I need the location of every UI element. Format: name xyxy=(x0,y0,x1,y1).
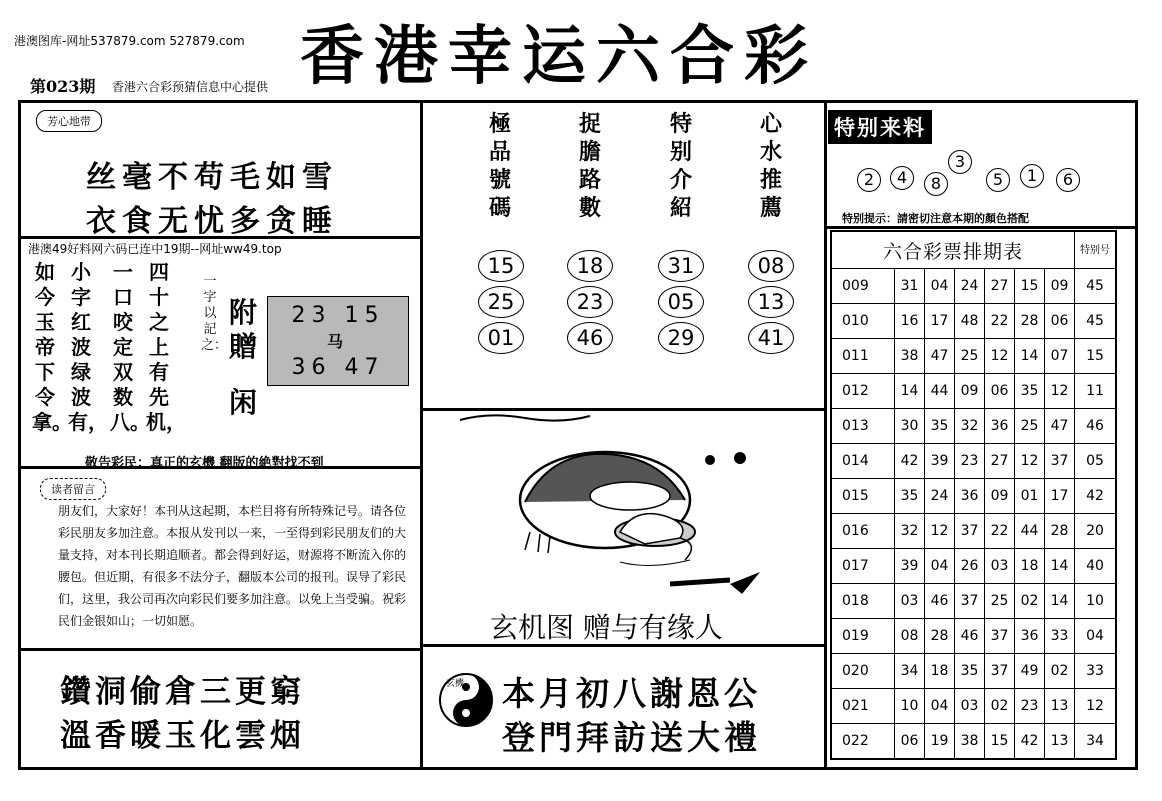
divider-h6 xyxy=(824,226,1138,229)
number-cell: 35 xyxy=(925,409,955,444)
number-cell: 13 xyxy=(1045,724,1075,760)
issue-cell: 017 xyxy=(831,549,895,584)
issue-cell: 018 xyxy=(831,584,895,619)
poem-column-1: 四十之上有先机， xyxy=(146,260,186,434)
notice-tag: 读者留言 xyxy=(40,478,106,500)
table-row xyxy=(831,549,1116,584)
number-cell: 12 xyxy=(985,339,1015,374)
issue-cell: 020 xyxy=(831,654,895,689)
number-cell: 47 xyxy=(1045,409,1075,444)
special-ball: 5 xyxy=(986,168,1010,192)
special-number-cell: 10 xyxy=(1075,584,1117,619)
bonus-zodiac: 马 xyxy=(326,332,349,351)
number-cell: 35 xyxy=(1015,374,1045,409)
number-cell: 22 xyxy=(985,514,1015,549)
divider-h4 xyxy=(420,408,826,411)
riddle-line-2: 衣食无忧多贪睡 xyxy=(86,204,338,239)
number-cell: 03 xyxy=(955,689,985,724)
number-cell: 28 xyxy=(1045,514,1075,549)
number-cell: 09 xyxy=(955,374,985,409)
issue-cell: 015 xyxy=(831,479,895,514)
illustration-caption: 玄机图 赠与有缘人 xyxy=(490,611,723,644)
number-cell: 25 xyxy=(985,584,1015,619)
poem-column-3: 小字红波绿波有， xyxy=(68,260,108,434)
number-cell: 32 xyxy=(955,409,985,444)
yinyang-label: 玄機 xyxy=(446,679,465,689)
number-cell: 36 xyxy=(985,409,1015,444)
number-cell: 14 xyxy=(1045,549,1075,584)
number-cell: 35 xyxy=(955,654,985,689)
bonus-row-2: 36 47 xyxy=(291,355,385,380)
number-ball: 13 xyxy=(748,286,794,318)
section-tag: 芳心地带 xyxy=(36,110,102,132)
number-cell: 42 xyxy=(895,444,925,479)
special-number-cell: 15 xyxy=(1075,339,1117,374)
special-number-cell: 33 xyxy=(1075,654,1117,689)
number-cell: 33 xyxy=(1045,619,1075,654)
number-cell: 44 xyxy=(925,374,955,409)
number-cell: 14 xyxy=(1045,584,1075,619)
number-cell: 37 xyxy=(955,584,985,619)
issue-cell: 014 xyxy=(831,444,895,479)
number-cell: 39 xyxy=(895,549,925,584)
number-ball: 18 xyxy=(567,250,613,282)
table-row xyxy=(831,724,1116,760)
table-row xyxy=(831,374,1116,409)
number-ball: 08 xyxy=(748,250,794,282)
number-cell: 28 xyxy=(925,619,955,654)
table-row xyxy=(831,654,1116,689)
number-ball: 31 xyxy=(658,250,704,282)
number-ball: 01 xyxy=(478,322,524,354)
column-head-tebie: 特别介紹 xyxy=(669,111,692,221)
number-ball: 29 xyxy=(658,322,704,354)
special-number-cell: 42 xyxy=(1075,479,1117,514)
number-cell: 30 xyxy=(895,409,925,444)
number-cell: 24 xyxy=(925,479,955,514)
special-number-cell: 04 xyxy=(1075,619,1117,654)
number-cell: 01 xyxy=(1015,479,1045,514)
special-number-column: 特别号 xyxy=(1075,231,1117,269)
schedule-table xyxy=(830,230,1117,760)
special-number-cell: 11 xyxy=(1075,374,1117,409)
issue-cell: 013 xyxy=(831,409,895,444)
number-cell: 38 xyxy=(955,724,985,760)
issue-source: 香港六合彩预猜信息中心提供 xyxy=(112,80,269,94)
number-cell: 06 xyxy=(1045,304,1075,339)
number-cell: 46 xyxy=(955,619,985,654)
number-cell: 26 xyxy=(955,549,985,584)
number-cell: 27 xyxy=(985,444,1015,479)
table-row xyxy=(831,444,1116,479)
bonus-box xyxy=(267,296,409,386)
number-cell: 25 xyxy=(955,339,985,374)
special-number-cell: 40 xyxy=(1075,549,1117,584)
number-cell: 18 xyxy=(1015,549,1045,584)
number-cell: 02 xyxy=(985,689,1015,724)
number-cell: 09 xyxy=(1045,269,1075,304)
number-cell: 13 xyxy=(1045,689,1075,724)
special-ball: 2 xyxy=(857,168,881,192)
number-cell: 37 xyxy=(985,654,1015,689)
number-cell: 10 xyxy=(895,689,925,724)
number-cell: 48 xyxy=(955,304,985,339)
number-cell: 37 xyxy=(955,514,985,549)
center-slogan-1: 本月初八謝恩公 xyxy=(502,674,761,713)
number-cell: 15 xyxy=(1015,269,1045,304)
center-slogan-2: 登門拜訪送大禮 xyxy=(502,718,761,757)
issue-number: 第023期 xyxy=(30,77,96,96)
number-cell: 23 xyxy=(1015,689,1045,724)
special-number-cell: 20 xyxy=(1075,514,1117,549)
schedule-header xyxy=(831,231,1116,269)
special-number-cell: 45 xyxy=(1075,304,1117,339)
table-row xyxy=(831,269,1116,304)
number-cell: 06 xyxy=(895,724,925,760)
number-ball: 25 xyxy=(478,286,524,318)
number-cell: 49 xyxy=(1015,654,1045,689)
number-cell: 18 xyxy=(925,654,955,689)
issue-cell: 012 xyxy=(831,374,895,409)
number-cell: 06 xyxy=(985,374,1015,409)
issue-cell: 009 xyxy=(831,269,895,304)
number-cell: 02 xyxy=(1045,654,1075,689)
number-cell: 46 xyxy=(925,584,955,619)
number-cell: 47 xyxy=(925,339,955,374)
number-cell: 42 xyxy=(1015,724,1045,760)
column-head-xinshui: 心水推薦 xyxy=(759,111,782,221)
number-cell: 37 xyxy=(985,619,1015,654)
issue-cell: 011 xyxy=(831,339,895,374)
number-cell: 14 xyxy=(895,374,925,409)
number-cell: 16 xyxy=(895,304,925,339)
number-cell: 35 xyxy=(895,479,925,514)
number-cell: 17 xyxy=(1045,479,1075,514)
number-cell: 09 xyxy=(985,479,1015,514)
special-number-cell: 46 xyxy=(1075,409,1117,444)
number-cell: 38 xyxy=(895,339,925,374)
number-cell: 25 xyxy=(1015,409,1045,444)
number-cell: 04 xyxy=(925,689,955,724)
number-cell: 14 xyxy=(1015,339,1045,374)
number-cell: 04 xyxy=(925,549,955,584)
special-ball: 4 xyxy=(890,166,914,190)
special-number-cell: 45 xyxy=(1075,269,1117,304)
special-ball: 6 xyxy=(1056,168,1080,192)
schedule-body xyxy=(831,269,1116,760)
number-cell: 04 xyxy=(925,269,955,304)
number-cell: 24 xyxy=(955,269,985,304)
number-cell: 12 xyxy=(1045,374,1075,409)
number-cell: 08 xyxy=(895,619,925,654)
number-ball: 15 xyxy=(478,250,524,282)
special-ball: 3 xyxy=(948,150,972,174)
special-number-cell: 05 xyxy=(1075,444,1117,479)
schedule-title: 六合彩票排期表 xyxy=(831,231,1075,269)
table-row xyxy=(831,514,1116,549)
number-cell: 44 xyxy=(1015,514,1045,549)
number-cell: 03 xyxy=(895,584,925,619)
number-ball: 05 xyxy=(658,286,704,318)
table-row xyxy=(831,584,1116,619)
special-hint: 特别提示：請密切注意本期的顏色搭配 xyxy=(842,212,1029,225)
number-cell: 19 xyxy=(925,724,955,760)
table-row xyxy=(831,619,1116,654)
issue-cell: 010 xyxy=(831,304,895,339)
divider-left xyxy=(420,100,423,770)
number-cell: 39 xyxy=(925,444,955,479)
notice-paragraph: 朋友们，大家好！本刊从这起期，本栏目将有所特殊记号。请各位彩民朋友多加注意。本报从发刊以一来，一至得到彩民朋友们的大量支持，对本刊长期追顺者。都会得到好运，财源将不断流入你的腰包。但近期，有很多不法分子，翻版本公司的报刊。误导了彩民们，这里，我公司再次向彩民们要多加注意。以免上当受骗。祝彩民们金银如山；一切如愿。 xyxy=(58,504,407,628)
special-number-cell: 34 xyxy=(1075,724,1117,760)
warning-text: 敬告彩民：真正的玄機 翻版的絶對找不到 xyxy=(85,456,324,471)
issue-cell: 019 xyxy=(831,619,895,654)
number-cell: 17 xyxy=(925,304,955,339)
fuzeng-label: 附贈 xyxy=(228,296,257,363)
number-cell: 34 xyxy=(895,654,925,689)
divider-h3 xyxy=(18,648,422,651)
number-cell: 22 xyxy=(985,304,1015,339)
side-hint: 一字以記之： xyxy=(201,274,228,353)
riddle-illustration xyxy=(430,412,820,602)
poem-column-4: 如今玉帝下令拿。 xyxy=(32,260,72,434)
number-cell: 27 xyxy=(985,269,1015,304)
bonus-row-1: 23 15 xyxy=(291,303,385,328)
site-url: 港澳图库-网址537879.com 527879.com xyxy=(14,34,245,48)
issue-cell: 022 xyxy=(831,724,895,760)
poem-column-2: 一口咬定双数八。 xyxy=(110,260,150,434)
table-row xyxy=(831,304,1116,339)
table-row xyxy=(831,479,1116,514)
column-head-jipin: 極品號碼 xyxy=(488,111,511,221)
number-cell: 03 xyxy=(985,549,1015,584)
number-ball: 41 xyxy=(748,322,794,354)
riddle-line-1: 丝毫不苟毛如雪 xyxy=(86,160,338,195)
number-cell: 12 xyxy=(925,514,955,549)
number-cell: 31 xyxy=(895,269,925,304)
special-ball: 8 xyxy=(924,172,948,196)
issue-cell: 016 xyxy=(831,514,895,549)
number-cell: 36 xyxy=(1015,619,1045,654)
column-head-zhuodan: 捉膽路數 xyxy=(578,111,601,221)
bottom-slogan-2: 溫香暖玉化雲烟 xyxy=(60,718,305,754)
main-title: 香港幸运六合彩 xyxy=(300,19,818,94)
promo-note: 港澳49好料网六码已连中19期--网址ww49.top xyxy=(28,242,282,256)
number-cell: 32 xyxy=(895,514,925,549)
number-ball: 46 xyxy=(567,322,613,354)
number-ball: 23 xyxy=(567,286,613,318)
number-cell: 37 xyxy=(1045,444,1075,479)
number-cell: 12 xyxy=(1015,444,1045,479)
number-cell: 15 xyxy=(985,724,1015,760)
special-ball: 1 xyxy=(1020,164,1044,188)
number-cell: 07 xyxy=(1045,339,1075,374)
number-cell: 02 xyxy=(1015,584,1045,619)
table-row xyxy=(831,689,1116,724)
number-cell: 36 xyxy=(955,479,985,514)
number-cell: 28 xyxy=(1015,304,1045,339)
divider-right xyxy=(824,100,827,770)
special-number-cell: 12 xyxy=(1075,689,1117,724)
table-row xyxy=(831,409,1116,444)
xian-char: 闲 xyxy=(228,386,257,419)
special-heading: 特别来料 xyxy=(828,110,932,144)
bottom-slogan-1: 鑽洞偷倉三更窮 xyxy=(60,674,305,710)
number-cell: 23 xyxy=(955,444,985,479)
table-row xyxy=(831,339,1116,374)
issue-cell: 021 xyxy=(831,689,895,724)
